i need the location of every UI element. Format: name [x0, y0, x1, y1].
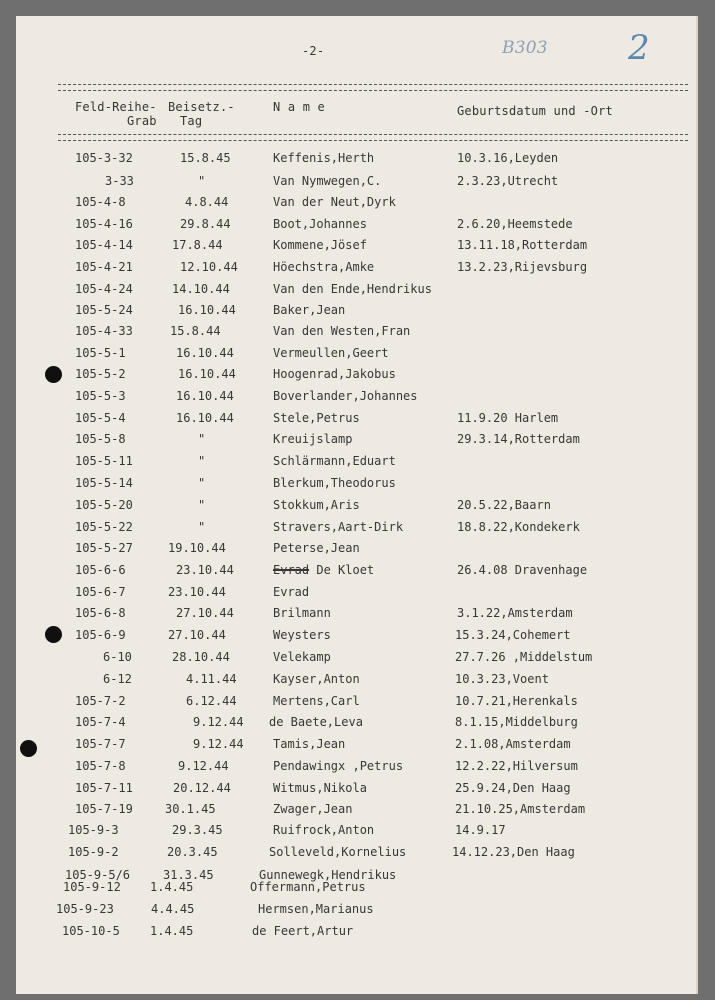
table-cell-plot: 105-7-4: [75, 715, 126, 729]
table-cell-name: Brilmann: [273, 606, 331, 620]
table-cell-burial-date: 6.12.44: [186, 694, 237, 708]
table-cell-name: Peterse,Jean: [273, 541, 360, 555]
table-cell-birth: 2.1.08,Amsterdam: [455, 737, 571, 751]
name-text: De Kloet: [309, 563, 375, 577]
table-cell-birth: 10.7.21,Herenkals: [455, 694, 578, 708]
table-cell-name: Van Nymwegen,C.: [273, 174, 382, 188]
table-cell-birth: 13.11.18,Rotterdam: [457, 238, 588, 252]
table-cell-burial-date: ": [198, 174, 206, 188]
table-cell-name: Keffenis,Herth: [273, 151, 375, 165]
table-cell-name: de Feert,Artur: [252, 924, 354, 938]
table-cell-birth: 2.6.20,Heemstede: [457, 217, 573, 231]
table-cell-burial-date: 9.12.44: [178, 759, 229, 773]
table-cell-plot: 105-7-19: [75, 802, 133, 816]
table-cell-plot: 105-4-21: [75, 260, 133, 274]
table-cell-name: Witmus,Nikola: [273, 781, 367, 795]
table-cell-plot: 105-7-7: [75, 737, 126, 751]
sheet-number: 2: [628, 28, 650, 68]
table-cell-birth: 21.10.25,Amsterdam: [455, 802, 586, 816]
table-cell-burial-date: 4.4.45: [151, 902, 195, 916]
table-cell-plot: 105-5-14: [75, 476, 133, 490]
table-cell-plot: 105-5-3: [75, 389, 126, 403]
table-cell-plot: 105-9-12: [63, 880, 121, 894]
table-cell-plot: 105-4-33: [75, 324, 133, 338]
table-cell-plot: 105-7-8: [75, 759, 126, 773]
table-cell-name: Ruifrock,Anton: [273, 823, 375, 837]
table-cell-birth: 10.3.16,Leyden: [457, 151, 559, 165]
table-cell-birth: 29.3.14,Rotterdam: [457, 432, 580, 446]
table-cell-birth: 18.8.22,Kondekerk: [457, 520, 580, 534]
table-cell-name: Zwager,Jean: [273, 802, 353, 816]
table-cell-burial-date: 9.12.44: [193, 737, 244, 751]
table-cell-name: Van den Ende,Hendrikus: [273, 282, 432, 296]
table-cell-plot: 105-5-2: [75, 367, 126, 381]
table-cell-burial-date: 28.10.44: [172, 650, 230, 664]
table-cell-name: Solleveld,Kornelius: [269, 845, 407, 859]
table-cell-burial-date: 27.10.44: [176, 606, 234, 620]
table-cell-name: Vermeullen,Geert: [273, 346, 389, 360]
table-cell-name: Velekamp: [273, 650, 331, 664]
table-cell-birth: 11.9.20 Harlem: [457, 411, 559, 425]
table-cell-birth: 20.5.22,Baarn: [457, 498, 551, 512]
column-header-name: N a m e: [273, 100, 325, 114]
table-cell-burial-date: 16.10.44: [176, 411, 234, 425]
table-cell-name: Pendawingx ,Petrus: [273, 759, 404, 773]
table-cell-burial-date: 1.4.45: [150, 880, 194, 894]
table-cell-name: Kreuijslamp: [273, 432, 353, 446]
header-rule-top: [58, 84, 688, 91]
table-cell-plot: 105-5-22: [75, 520, 133, 534]
table-cell-burial-date: 23.10.44: [176, 563, 234, 577]
table-cell-name: Stele,Petrus: [273, 411, 360, 425]
table-cell-birth: 15.3.24,Cohemert: [455, 628, 571, 642]
table-cell-burial-date: 4.11.44: [186, 672, 237, 686]
table-cell-plot: 105-5-20: [75, 498, 133, 512]
table-cell-birth: 10.3.23,Voent: [455, 672, 549, 686]
table-cell-burial-date: ": [198, 476, 206, 490]
table-cell-burial-date: 29.8.44: [180, 217, 231, 231]
table-cell-birth: 14.12.23,Den Haag: [452, 845, 575, 859]
table-cell-burial-date: ": [198, 498, 206, 512]
struck-name: Evrad: [273, 563, 310, 577]
table-cell-plot: 3-33: [105, 174, 134, 188]
table-cell-birth: 3.1.22,Amsterdam: [457, 606, 573, 620]
table-cell-plot: 105-5-24: [75, 303, 133, 317]
table-cell-name: Blerkum,Theodorus: [273, 476, 396, 490]
table-cell-name: Boverlander,Johannes: [273, 389, 418, 403]
table-cell-burial-date: 20.12.44: [173, 781, 231, 795]
table-cell-name: Mertens,Carl: [273, 694, 360, 708]
archive-stamp: B303: [502, 38, 548, 58]
table-cell-plot: 105-5-1: [75, 346, 126, 360]
table-cell-burial-date: 27.10.44: [168, 628, 226, 642]
table-cell-name: Offermann,Petrus: [250, 880, 366, 894]
table-cell-plot: 105-9-3: [68, 823, 119, 837]
table-cell-plot: 105-7-11: [75, 781, 133, 795]
table-cell-burial-date: 9.12.44: [193, 715, 244, 729]
table-cell-name: Boot,Johannes: [273, 217, 367, 231]
table-cell-plot: 105-5-27: [75, 541, 133, 555]
table-cell-name: Hoogenrad,Jakobus: [273, 367, 396, 381]
table-cell-plot: 105-4-24: [75, 282, 133, 296]
table-cell-name: Gunnewegk,Hendrikus: [259, 868, 397, 882]
table-cell-burial-date: ": [198, 432, 206, 446]
table-cell-birth: 12.2.22,Hilversum: [455, 759, 578, 773]
table-cell-plot: 105-5-4: [75, 411, 126, 425]
column-header-birth: Geburtsdatum und -Ort: [457, 104, 613, 118]
punch-hole-top: [45, 366, 62, 383]
table-cell-name: Tamis,Jean: [273, 737, 346, 751]
table-cell-name: Hermsen,Marianus: [258, 902, 374, 916]
table-cell-name: Weysters: [273, 628, 331, 642]
table-cell-burial-date: 30.1.45: [165, 802, 216, 816]
table-cell-name: Schlärmann,Eduart: [273, 454, 396, 468]
table-cell-burial-date: 17.8.44: [172, 238, 223, 252]
table-cell-plot: 105-5-11: [75, 454, 133, 468]
table-cell-birth: 13.2.23,Rijevsburg: [457, 260, 588, 274]
table-cell-name: Baker,Jean: [273, 303, 346, 317]
table-cell-plot: 105-6-6: [75, 563, 126, 577]
table-cell-name: Kommene,Jösef: [273, 238, 367, 252]
table-cell-plot: 105-7-2: [75, 694, 126, 708]
table-cell-plot: 105-4-16: [75, 217, 133, 231]
table-cell-burial-date: ": [198, 520, 206, 534]
table-cell-burial-date: 29.3.45: [172, 823, 223, 837]
table-cell-name: Van der Neut,Dyrk: [273, 195, 396, 209]
column-header-plot: Feld-Reihe- Grab: [75, 100, 157, 128]
table-cell-burial-date: 14.10.44: [172, 282, 230, 296]
table-cell-burial-date: 1.4.45: [150, 924, 194, 938]
table-cell-birth: 26.4.08 Dravenhage: [457, 563, 588, 577]
page-number: -2-: [302, 44, 325, 58]
table-cell-plot: 6-12: [103, 672, 132, 686]
table-cell-plot: 105-9-2: [68, 845, 119, 859]
table-cell-burial-date: ": [198, 454, 206, 468]
table-cell-plot: 105-6-8: [75, 606, 126, 620]
table-cell-burial-date: 20.3.45: [167, 845, 218, 859]
table-cell-plot: 105-3-32: [75, 151, 133, 165]
table-cell-burial-date: 12.10.44: [180, 260, 238, 274]
table-cell-plot: 105-4-14: [75, 238, 133, 252]
table-cell-burial-date: 16.10.44: [178, 303, 236, 317]
table-cell-plot: 105-9-23: [56, 902, 114, 916]
table-cell-burial-date: 23.10.44: [168, 585, 226, 599]
table-cell-plot: 6-10: [103, 650, 132, 664]
table-cell-name: [273, 563, 374, 577]
table-cell-burial-date: 16.10.44: [176, 346, 234, 360]
table-cell-burial-date: 19.10.44: [168, 541, 226, 555]
table-cell-name: Stravers,Aart-Dirk: [273, 520, 404, 534]
table-cell-plot: 105-10-5: [62, 924, 120, 938]
table-cell-name: Van den Westen,Fran: [273, 324, 411, 338]
table-cell-name: Kayser,Anton: [273, 672, 360, 686]
punch-hole-middle: [45, 626, 62, 643]
table-cell-burial-date: 4.8.44: [185, 195, 229, 209]
table-cell-plot: 105-6-7: [75, 585, 126, 599]
table-cell-plot: 105-9-5/6: [65, 868, 131, 882]
table-cell-burial-date: 16.10.44: [178, 367, 236, 381]
table-cell-birth: 25.9.24,Den Haag: [455, 781, 571, 795]
table-cell-birth: 2.3.23,Utrecht: [457, 174, 559, 188]
table-cell-burial-date: 15.8.45: [180, 151, 231, 165]
table-cell-name: Höechstra,Amke: [273, 260, 375, 274]
table-cell-birth: 8.1.15,Middelburg: [455, 715, 578, 729]
table-cell-plot: 105-6-9: [75, 628, 126, 642]
table-cell-plot: 105-5-8: [75, 432, 126, 446]
table-cell-burial-date: 31.3.45: [163, 868, 214, 882]
table-cell-burial-date: 16.10.44: [176, 389, 234, 403]
table-cell-name: Stokkum,Aris: [273, 498, 360, 512]
table-cell-name: de Baete,Leva: [269, 715, 363, 729]
table-cell-birth: 14.9.17: [455, 823, 506, 837]
punch-hole-bottom: [20, 740, 37, 757]
table-cell-plot: 105-4-8: [75, 195, 126, 209]
header-rule-bottom: [58, 134, 688, 141]
table-cell-name: Evrad: [273, 585, 310, 599]
table-cell-burial-date: 15.8.44: [170, 324, 221, 338]
table-cell-birth: 27.7.26 ,Middelstum: [455, 650, 593, 664]
column-header-date: Beisetz.- Tag: [168, 100, 235, 128]
